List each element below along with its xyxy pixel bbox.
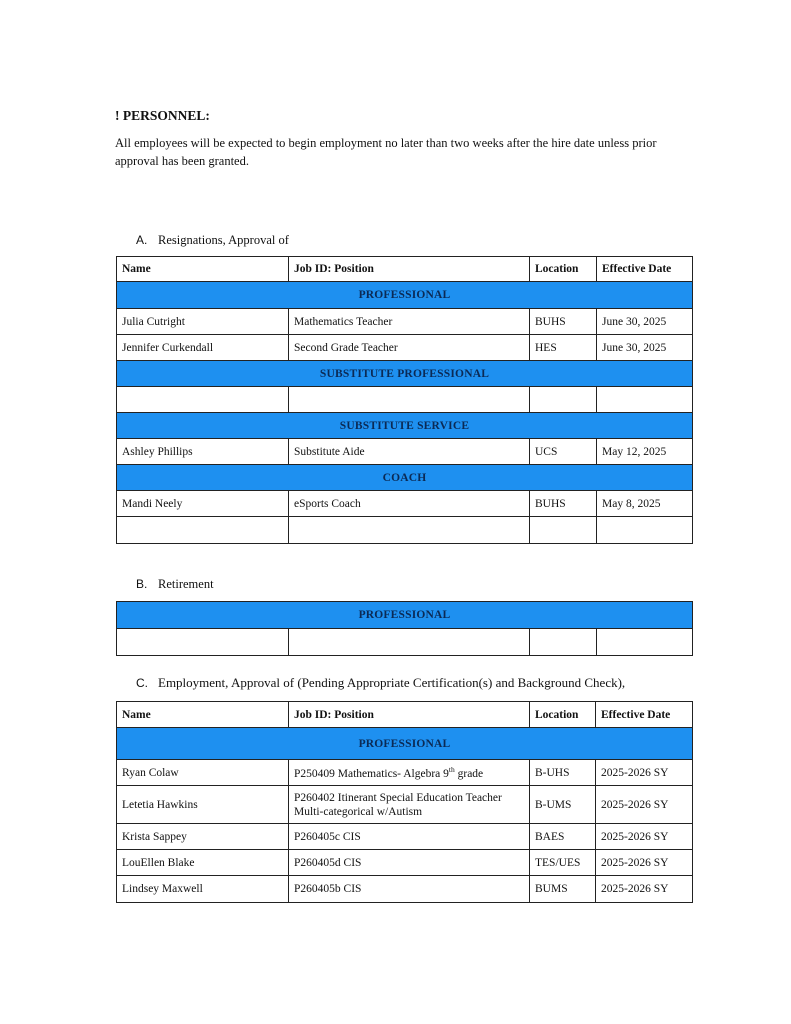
cell-job: P260405d CIS bbox=[289, 850, 530, 876]
cell-job: P260405c CIS bbox=[289, 824, 530, 850]
cell-job: Substitute Aide bbox=[289, 439, 530, 465]
table-row bbox=[117, 760, 693, 786]
cell-effective-date: 2025-2026 SY bbox=[596, 876, 693, 903]
category-band-professional bbox=[117, 728, 693, 760]
retirement-table bbox=[116, 601, 693, 656]
cell-effective-date: 2025-2026 SY bbox=[596, 760, 693, 786]
category-band-substitute-professional bbox=[117, 361, 693, 387]
resignations-table bbox=[116, 256, 693, 544]
section-c-title: Employment, Approval of (Pending Appropriate Certification(s) and Background Check), bbox=[158, 675, 626, 690]
column-header-effective-date: Effective Date bbox=[597, 257, 693, 282]
category-band-professional bbox=[117, 282, 693, 309]
section-heading: ! PERSONNEL: bbox=[115, 108, 210, 123]
cell-name: Ryan Colaw bbox=[117, 760, 289, 786]
category-band-coach bbox=[117, 465, 693, 491]
section-b-letter: B. bbox=[136, 577, 148, 591]
column-header-job: Job ID: Position bbox=[289, 257, 530, 282]
column-header-effective-date: Effective Date bbox=[596, 702, 693, 728]
cell-location: TES/UES bbox=[530, 850, 596, 876]
section-a-label bbox=[136, 233, 289, 248]
cell-effective-date: 2025-2026 SY bbox=[596, 850, 693, 876]
category-label: SUBSTITUTE SERVICE bbox=[117, 413, 693, 439]
section-c-letter: C. bbox=[136, 676, 148, 690]
cell-name: Ashley Phillips bbox=[117, 439, 289, 465]
cell-job: P260405b CIS bbox=[289, 876, 530, 903]
cell-name: Jennifer Curkendall bbox=[117, 335, 289, 361]
category-label: PROFESSIONAL bbox=[117, 282, 693, 309]
table-header-row bbox=[117, 257, 693, 282]
table-row bbox=[117, 876, 693, 903]
cell-job: P250409 Mathematics- Algebra 9th grade bbox=[289, 760, 530, 786]
category-band-professional bbox=[117, 602, 693, 629]
section-a-title: Resignations, Approval of bbox=[158, 233, 289, 247]
cell-effective-date: 2025-2026 SY bbox=[596, 786, 693, 824]
cell-effective-date: 2025-2026 SY bbox=[596, 824, 693, 850]
cell-location: UCS bbox=[530, 439, 597, 465]
category-label: COACH bbox=[117, 465, 693, 491]
column-header-location: Location bbox=[530, 257, 597, 282]
table-row bbox=[117, 309, 693, 335]
section-c-label bbox=[136, 675, 625, 691]
cell-name: Lindsey Maxwell bbox=[117, 876, 289, 903]
cell-name: Julia Cutright bbox=[117, 309, 289, 335]
column-header-name: Name bbox=[117, 257, 289, 282]
column-header-location: Location bbox=[530, 702, 596, 728]
cell-name: LouEllen Blake bbox=[117, 850, 289, 876]
cell-effective-date: May 8, 2025 bbox=[597, 491, 693, 517]
column-header-name: Name bbox=[117, 702, 289, 728]
cell-effective-date: May 12, 2025 bbox=[597, 439, 693, 465]
cell-job: Second Grade Teacher bbox=[289, 335, 530, 361]
category-band-substitute-service bbox=[117, 413, 693, 439]
cell-job: Mathematics Teacher bbox=[289, 309, 530, 335]
cell-location: BUHS bbox=[530, 309, 597, 335]
cell-name: Letetia Hawkins bbox=[117, 786, 289, 824]
column-header-job: Job ID: Position bbox=[289, 702, 530, 728]
cell-location: BUMS bbox=[530, 876, 596, 903]
table-row-empty bbox=[117, 629, 693, 656]
cell-location: BUHS bbox=[530, 491, 597, 517]
category-label: PROFESSIONAL bbox=[117, 602, 693, 629]
table-row bbox=[117, 850, 693, 876]
cell-location: B-UHS bbox=[530, 760, 596, 786]
table-row bbox=[117, 491, 693, 517]
cell-name: Krista Sappey bbox=[117, 824, 289, 850]
section-a-letter: A. bbox=[136, 233, 148, 247]
table-row-empty bbox=[117, 517, 693, 544]
table-row-empty bbox=[117, 387, 693, 413]
employment-table bbox=[116, 701, 693, 903]
cell-effective-date: June 30, 2025 bbox=[597, 309, 693, 335]
cell-name: Mandi Neely bbox=[117, 491, 289, 517]
table-row bbox=[117, 335, 693, 361]
cell-job: eSports Coach bbox=[289, 491, 530, 517]
table-row bbox=[117, 786, 693, 824]
intro-paragraph: All employees will be expected to begin employment no later than two weeks after the hire date unless prior approval has been granted. bbox=[115, 136, 657, 168]
cell-location: B-UMS bbox=[530, 786, 596, 824]
table-row bbox=[117, 439, 693, 465]
table-header-row bbox=[117, 702, 693, 728]
category-label: SUBSTITUTE PROFESSIONAL bbox=[117, 361, 693, 387]
table-row bbox=[117, 824, 693, 850]
section-b-label bbox=[136, 577, 214, 592]
cell-location: HES bbox=[530, 335, 597, 361]
cell-location: BAES bbox=[530, 824, 596, 850]
cell-job: P260402 Itinerant Special Education Teacher Multi-categorical w/Autism bbox=[289, 786, 530, 824]
category-label: PROFESSIONAL bbox=[117, 728, 693, 760]
cell-effective-date: June 30, 2025 bbox=[597, 335, 693, 361]
section-b-title: Retirement bbox=[158, 577, 214, 591]
